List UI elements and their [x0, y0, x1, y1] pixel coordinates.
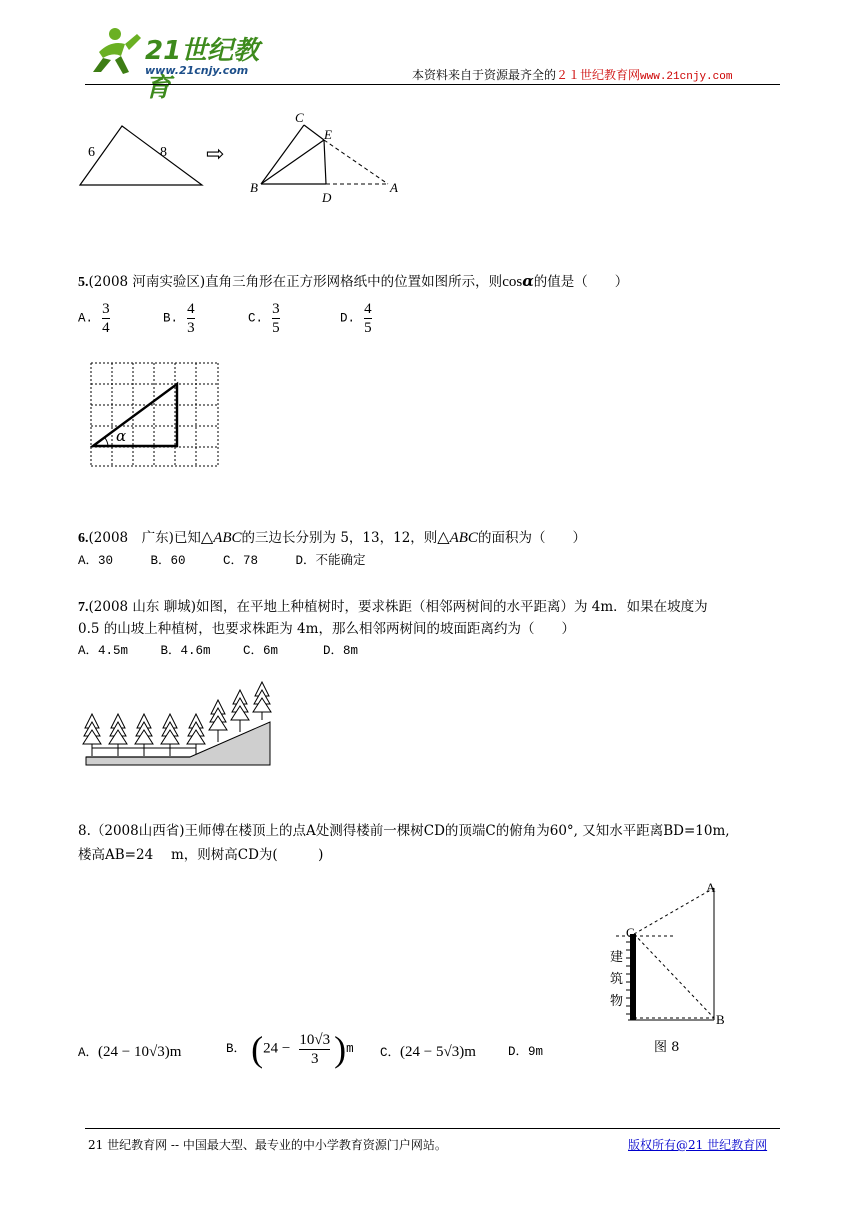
- question-number: 5.: [78, 275, 89, 290]
- question-tail: 的值是（ ）: [533, 274, 629, 290]
- option-letter: C.: [248, 311, 264, 326]
- question-7: [78, 598, 708, 617]
- option-a: [78, 1043, 181, 1062]
- denominator: 5: [364, 320, 372, 336]
- question-text-b: 的三边长分别为 5，13，12，则: [241, 530, 438, 546]
- angle-alpha-label: α: [116, 427, 127, 445]
- site-logo: [85, 22, 285, 103]
- denominator: 5: [272, 320, 280, 336]
- building-figure: [606, 878, 756, 1056]
- point-e: E: [324, 127, 332, 142]
- question-7-line-2: 0.5 的山坡上种植树，也要求株距为 4m，那么相邻两树间的坡面距离约为（ ）: [78, 621, 575, 637]
- denominator: 3: [311, 1050, 319, 1067]
- q8-options: [78, 1028, 598, 1078]
- question-number: 6.: [78, 531, 89, 546]
- paren-left: (: [251, 1029, 264, 1069]
- header-source-line: [412, 66, 732, 86]
- numerator: 3: [102, 301, 110, 317]
- option-d: [340, 300, 376, 337]
- footer-rule: [85, 1128, 780, 1129]
- triangle-symbol: △: [200, 527, 214, 546]
- header-rule: [85, 84, 780, 85]
- option-d: D．9m: [508, 1045, 544, 1059]
- numerator: 3: [272, 301, 280, 317]
- point-a-label: A: [706, 880, 716, 895]
- option-unit: m: [346, 1042, 354, 1056]
- triangle-figure: [78, 112, 418, 207]
- slope-trees-figure: [78, 680, 278, 770]
- question-number: 7.: [78, 600, 89, 615]
- option-b: [163, 300, 199, 337]
- q6-options: A．30 B．60 C．78 D．不能确定: [78, 554, 366, 568]
- option-a: [78, 300, 114, 337]
- logo-title: 21世纪教育: [145, 36, 260, 103]
- abc-label: ABC: [449, 530, 478, 546]
- question-8-line-1: 8.（2008山西省)王师傅在楼顶上的点A处测得楼前一棵树CD的顶端C的俯角为60°, 又知水平距离BD=10m,: [78, 823, 730, 839]
- original-triangle: [80, 126, 202, 185]
- option-value: (24 − 10√3)m: [98, 1044, 182, 1060]
- right-triangle: [93, 384, 177, 446]
- option-b: [226, 1028, 354, 1070]
- building-char-3: 物: [610, 994, 624, 1009]
- numerator: 10√3: [299, 1031, 331, 1048]
- alpha-symbol: α: [522, 272, 534, 290]
- option-c: [380, 1043, 476, 1062]
- question-5: [78, 272, 628, 292]
- footer-left: 21 世纪教育网 -- 中国最大型、最专业的中小学教育资源门户网站。: [88, 1138, 447, 1152]
- question-8-line-2: 楼高AB=24 m，则树高CD为( ): [78, 847, 324, 863]
- figure-caption: 图 8: [654, 1040, 680, 1055]
- point-b: B: [250, 180, 258, 195]
- option-letter: D.: [340, 311, 356, 326]
- option-prefix: 24 −: [263, 1040, 291, 1057]
- point-a: A: [390, 180, 398, 195]
- side-label-8: 8: [160, 145, 167, 160]
- source-highlight: ２１世纪教育网: [556, 68, 641, 82]
- option-value: (24 − 5√3)m: [400, 1044, 476, 1060]
- logo-url: www.21cnjy.com: [145, 64, 249, 77]
- option-letter: B．: [226, 1042, 247, 1056]
- cos-symbol: cos: [502, 274, 523, 290]
- question-text: (2008 河南实验区)直角三角形在正方形网格纸中的位置如图所示，则: [88, 274, 503, 290]
- source-url: www.21cnjy.com: [640, 71, 733, 83]
- question-line-1: (2008 山东 聊城)如图，在平地上种植树时，要求株距（相邻两树间的水平距离）为 4m．如果在坡度为: [88, 599, 708, 615]
- q7-options: A．4.5m B．4.6m C．6m D．8m: [78, 644, 359, 658]
- point-c: C: [295, 110, 304, 125]
- source-prefix: 本资料来自于资源最齐全的: [412, 68, 557, 82]
- point-c-label: C: [626, 925, 635, 940]
- option-letter: A.: [78, 311, 94, 326]
- building-char-1: 建: [610, 950, 624, 965]
- footer-copyright-link[interactable]: 版权所有@21 世纪教育网: [628, 1138, 768, 1152]
- q5-options: [78, 300, 478, 344]
- side-label-6: 6: [88, 145, 95, 160]
- building-char-2: 筑: [610, 972, 624, 987]
- point-d: D: [322, 190, 332, 205]
- option-letter: B.: [163, 311, 179, 326]
- denominator: 3: [187, 320, 195, 336]
- option-letter: C．: [380, 1046, 401, 1060]
- question-text: (2008 广东)已知: [88, 530, 201, 546]
- implies-arrow-icon: ⇨: [206, 142, 225, 167]
- question-text-c: 的面积为（ ）: [477, 530, 586, 546]
- option-c: [248, 300, 284, 337]
- question-6: [78, 528, 586, 548]
- triangle-symbol: △: [437, 527, 450, 546]
- grid-figure: [90, 362, 220, 468]
- option-letter: A．: [78, 1046, 99, 1060]
- paren-right: ): [334, 1029, 347, 1069]
- denominator: 4: [102, 320, 110, 336]
- numerator: 4: [364, 301, 372, 317]
- point-b-label: B: [716, 1012, 725, 1027]
- abc-label: ABC: [213, 530, 242, 546]
- numerator: 4: [187, 301, 195, 317]
